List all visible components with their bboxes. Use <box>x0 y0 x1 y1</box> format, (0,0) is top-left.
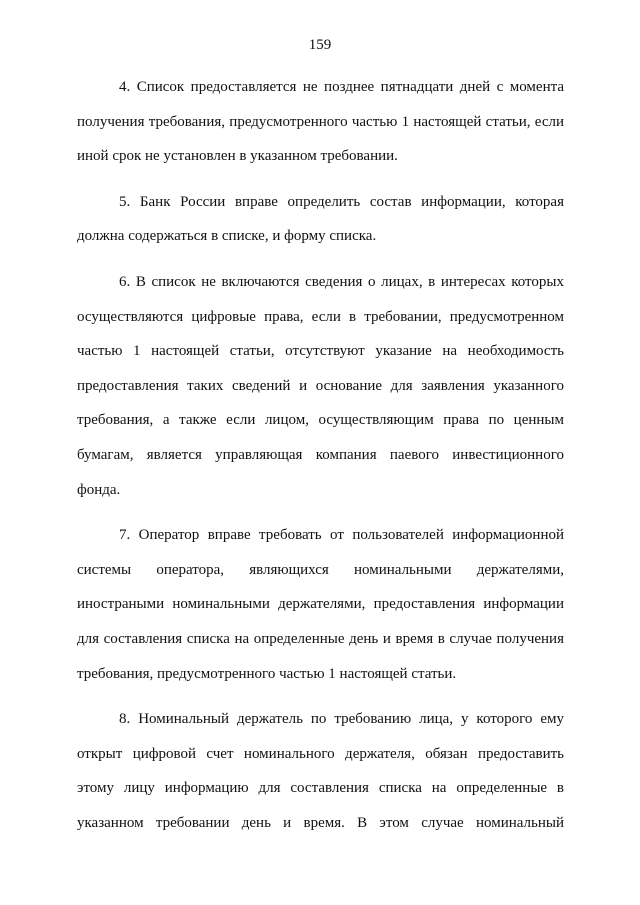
paragraph-line: указанном требовании день и время. В этом случае номинальный <box>77 814 564 831</box>
paragraph-line: 8. Номинальный держатель по требованию лица, у которого ему <box>119 711 564 728</box>
paragraph-8 <box>77 702 564 840</box>
paragraph-4 <box>77 70 564 174</box>
paragraph-line: частью 1 настоящей статьи, отсутствуют указание на необходимость <box>77 343 564 360</box>
paragraph-line: системы оператора, являющихся номинальными держателями, <box>77 561 564 578</box>
paragraph-line: фонда. <box>77 481 121 498</box>
paragraph-line: осуществляются цифровые права, если в требовании, предусмотренном <box>77 308 564 325</box>
paragraph-line: для составления списка на определенные день и время в случае получения <box>77 630 564 647</box>
paragraph-line: 5. Банк России вправе определить состав информации, которая <box>119 193 564 210</box>
paragraph-line: этому лицу информацию для составления списка на определенные в <box>77 780 564 797</box>
paragraph-line: 6. В список не включаются сведения о лицах, в интересах которых <box>119 273 564 290</box>
paragraph-line: 4. Список предоставляется не позднее пятнадцати дней с момента <box>119 79 564 95</box>
paragraph-line: иностраными номинальными держателями, предоставления информации <box>77 596 564 613</box>
paragraph-line: требования, предусмотренного частью 1 настоящей статьи. <box>77 665 457 682</box>
paragraph-7 <box>77 518 564 691</box>
paragraph-line: получения требования, предусмотренного частью 1 настоящей статьи, если <box>77 113 564 130</box>
document-body <box>77 70 564 851</box>
paragraph-line: 7. Оператор вправе требовать от пользователей информационной <box>119 527 564 544</box>
paragraph-line: бумагам, является управляющая компания паевого инвестиционного <box>77 446 564 463</box>
paragraph-line: должна содержаться в списке, и форму списка. <box>77 228 377 245</box>
paragraph-line: открыт цифровой счет номинального держателя, обязан предоставить <box>77 745 564 762</box>
paragraph-line: предоставления таких сведений и основание для заявления указанного <box>77 377 564 394</box>
paragraph-5 <box>77 185 564 254</box>
page-number: 159 <box>308 37 332 53</box>
paragraph-line: иной срок не установлен в указанном требовании. <box>77 148 398 165</box>
paragraph-6 <box>77 265 564 507</box>
paragraph-line: требования, а также если лицом, осуществляющим права по ценным <box>77 412 564 429</box>
